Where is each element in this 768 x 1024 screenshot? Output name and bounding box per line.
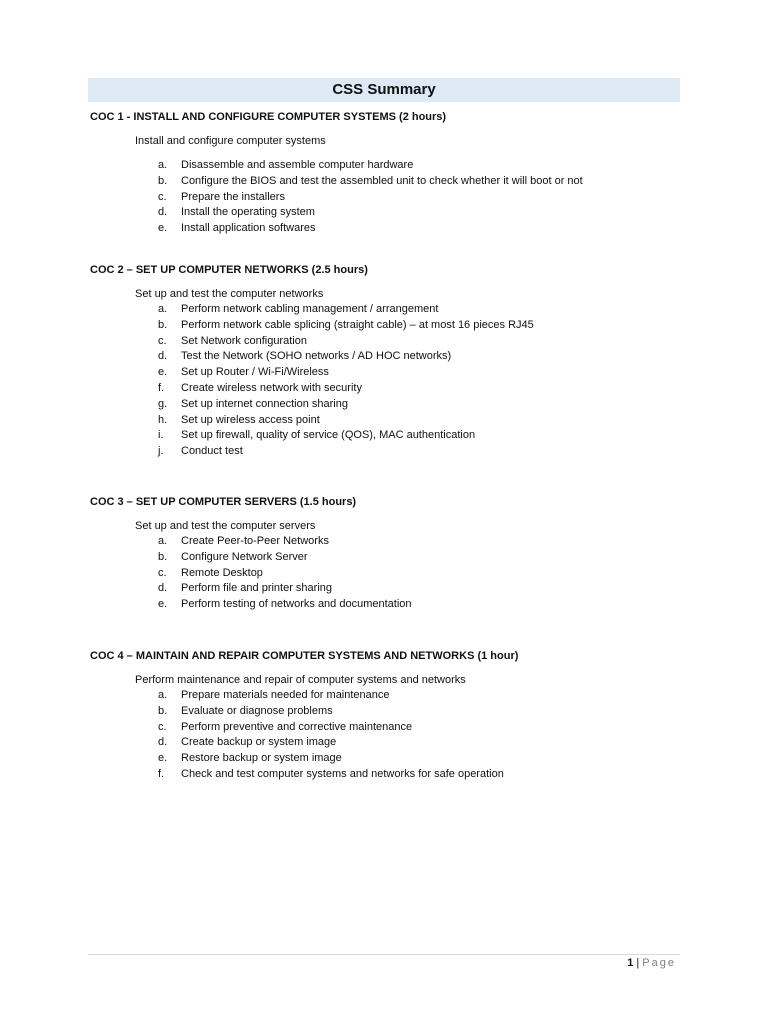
list-item-letter: b. <box>158 550 168 563</box>
list-item-letter: c. <box>158 566 167 579</box>
list-item-text: Restore backup or system image <box>181 752 342 765</box>
list-item <box>90 428 690 444</box>
list-item <box>90 767 690 783</box>
list-item <box>90 534 690 550</box>
section-intro: Install and configure computer systems <box>135 135 326 147</box>
list-item <box>90 735 690 751</box>
list-item <box>90 720 690 736</box>
list-item-text: Install application softwares <box>181 222 316 235</box>
list-item-letter: a. <box>158 303 168 315</box>
list-item <box>90 581 690 597</box>
list-item-text: Set Network configuration <box>181 334 307 347</box>
section-intro: Perform maintenance and repair of computer systems and networks <box>135 674 466 686</box>
list-item-letter: d. <box>158 582 168 595</box>
list-item-text: Install the operating system <box>181 206 315 219</box>
list-item-text: Disassemble and assemble computer hardware <box>181 159 414 171</box>
list-item <box>90 444 690 460</box>
list-item-text: Prepare the installers <box>181 190 285 203</box>
section-intro: Set up and test the computer networks <box>135 288 324 300</box>
list-item-text: Create Peer-to-Peer Networks <box>181 535 329 547</box>
list-item-letter: d. <box>158 736 168 749</box>
list-item <box>90 550 690 566</box>
section-heading: COC 2 – SET UP COMPUTER NETWORKS (2.5 hours) <box>90 264 368 276</box>
footer-divider <box>88 954 680 955</box>
section-coc-1 <box>90 109 690 237</box>
list-item-text: Test the Network (SOHO networks / AD HOC networks) <box>181 350 452 363</box>
list-item-text: Configure the BIOS and test the assembled unit to check whether it will boot or not <box>181 174 583 187</box>
list-item <box>90 334 690 350</box>
list-item <box>90 349 690 365</box>
section-coc-3 <box>90 494 690 613</box>
list-item-letter: a. <box>158 159 168 171</box>
list-item-text: Configure Network Server <box>181 550 308 563</box>
section-heading: COC 4 – MAINTAIN AND REPAIR COMPUTER SYSTEMS AND NETWORKS (1 hour) <box>90 650 519 662</box>
section-coc-2 <box>90 262 690 460</box>
list-item <box>90 381 690 397</box>
list-item-text: Conduct test <box>181 445 243 458</box>
list-item-letter: e. <box>158 222 168 235</box>
list-item-text: Evaluate or diagnose problems <box>181 704 333 717</box>
list-item-text: Prepare materials needed for maintenance <box>181 689 390 701</box>
list-item-text: Perform preventive and corrective maintenance <box>181 720 413 733</box>
list-item <box>90 158 690 174</box>
list-item <box>90 174 690 190</box>
section-heading: COC 1 - INSTALL AND CONFIGURE COMPUTER SYSTEMS (2 hours) <box>90 111 447 123</box>
footer-separator: | <box>636 957 640 969</box>
page-number: 1 <box>627 957 634 969</box>
document-title: CSS Summary <box>88 78 680 102</box>
list-item <box>90 205 690 221</box>
list-item-letter: e. <box>158 366 168 379</box>
list-item-text: Set up Router / Wi-Fi/Wireless <box>181 366 329 379</box>
list-item-letter: e. <box>158 598 168 611</box>
list-item <box>90 397 690 413</box>
list-item-letter: e. <box>158 752 168 765</box>
list-item <box>90 751 690 767</box>
list-item <box>90 704 690 720</box>
list-item <box>90 566 690 582</box>
list-item-text: Set up firewall, quality of service (QOS), MAC authentication <box>181 429 476 442</box>
list-item-text: Set up internet connection sharing <box>181 397 348 410</box>
list-item-letter: d. <box>158 206 168 219</box>
section-coc-4 <box>90 648 690 783</box>
list-item <box>90 688 690 704</box>
page-footer <box>627 956 676 970</box>
section-heading: COC 3 – SET UP COMPUTER SERVERS (1.5 hours) <box>90 496 357 508</box>
list-item <box>90 318 690 334</box>
list-item-text: Remote Desktop <box>181 566 263 579</box>
list-item-letter: b. <box>158 318 168 331</box>
list-item-text: Create backup or system image <box>181 736 337 749</box>
list-item <box>90 413 690 429</box>
page-label: Page <box>642 957 676 969</box>
list-item-letter: g. <box>158 397 168 410</box>
list-item-letter: i. <box>158 429 164 442</box>
list-item <box>90 597 690 613</box>
list-item-letter: j. <box>158 445 164 458</box>
list-item-letter: a. <box>158 535 168 547</box>
list-item <box>90 302 690 318</box>
list-item-letter: d. <box>158 350 168 363</box>
list-item-text: Create wireless network with security <box>181 381 362 394</box>
list-item-letter: f. <box>158 767 165 780</box>
list-item-letter: c. <box>158 720 167 733</box>
list-item <box>90 190 690 206</box>
list-item-text: Perform network cable splicing (straight cable) – at most 16 pieces RJ45 <box>181 318 534 331</box>
list-item-letter: c. <box>158 334 167 347</box>
list-item-letter: b. <box>158 174 168 187</box>
list-item <box>90 221 690 237</box>
list-item-text: Perform network cabling management / arrangement <box>181 303 439 315</box>
list-item-text: Set up wireless access point <box>181 413 320 426</box>
list-item-text: Perform file and printer sharing <box>181 582 333 595</box>
list-item-letter: f. <box>158 381 165 394</box>
list-item-text: Check and test computer systems and networks for safe operation <box>181 767 504 780</box>
section-intro: Set up and test the computer servers <box>135 520 316 532</box>
list-item-letter: h. <box>158 413 168 426</box>
list-item <box>90 365 690 381</box>
list-item-letter: a. <box>158 689 168 701</box>
list-item-text: Perform testing of networks and documentation <box>181 598 412 611</box>
list-item-letter: b. <box>158 704 168 717</box>
list-item-letter: c. <box>158 190 167 203</box>
